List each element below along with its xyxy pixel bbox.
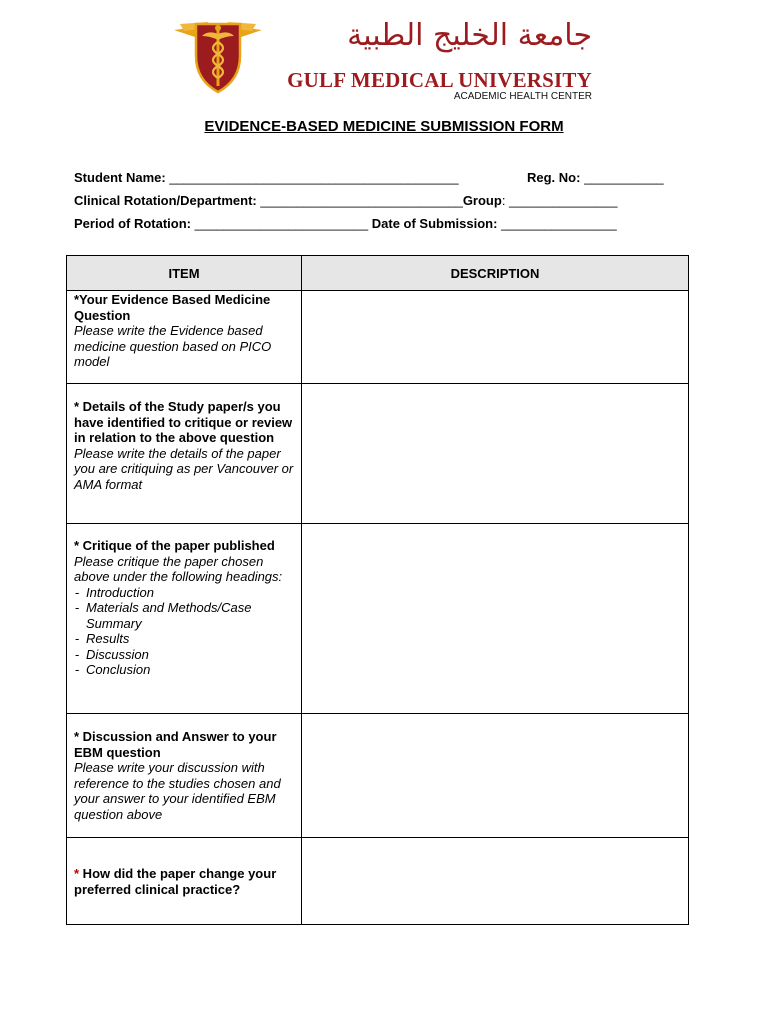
list-item: - Conclusion xyxy=(74,662,295,678)
date-field[interactable]: ________________ xyxy=(497,216,617,231)
table-row xyxy=(67,291,689,384)
description-input-cell[interactable] xyxy=(302,524,689,714)
group-label: Group xyxy=(462,193,502,208)
item-cell xyxy=(67,838,302,925)
item-question-text: How did the paper change your preferred clinical practice? xyxy=(74,866,277,897)
arabic-university-name: جامعة الخليج الطبية xyxy=(347,18,592,53)
item-question: * Critique of the paper published xyxy=(74,538,275,553)
university-crest-icon xyxy=(170,12,266,96)
reg-no-line xyxy=(527,170,664,186)
student-name-field[interactable]: ________________________________________ xyxy=(165,170,459,185)
description-input-cell[interactable] xyxy=(302,384,689,524)
item-instruction: Please critique the paper chosen above under the following headings: xyxy=(74,553,283,584)
period-field[interactable]: ________________________ xyxy=(191,216,369,231)
description-input-cell[interactable] xyxy=(302,714,689,838)
description-input-cell[interactable] xyxy=(302,838,689,925)
reg-no-field[interactable]: ___________ xyxy=(580,170,664,185)
student-name-label: Student Name: xyxy=(74,170,166,185)
item-cell xyxy=(67,714,302,838)
period-label: Period of Rotation: xyxy=(74,216,191,231)
table-row xyxy=(67,714,689,838)
column-header-description: DESCRIPTION xyxy=(302,256,689,291)
required-star: * xyxy=(74,866,80,881)
column-header-item: ITEM xyxy=(67,256,302,291)
rotation-line xyxy=(74,193,618,209)
item-question: * Details of the Study paper/s you have identified to critique or review in relation to the above question xyxy=(74,399,293,445)
student-name-line xyxy=(74,170,459,186)
item-cell xyxy=(67,291,302,384)
period-line xyxy=(74,216,617,232)
university-name: GULF MEDICAL UNIVERSITY xyxy=(287,68,592,92)
item-question: * Discussion and Answer to your EBM question xyxy=(74,729,277,760)
list-item: - Introduction xyxy=(74,585,295,601)
item-cell xyxy=(67,384,302,524)
list-item: - Results xyxy=(74,631,295,647)
item-instruction: Please write the Evidence based medicine question based on PICO model xyxy=(74,323,272,369)
list-item: - Discussion xyxy=(74,647,295,663)
date-label: Date of Submission: xyxy=(371,216,498,231)
rotation-label: Clinical Rotation/Department: xyxy=(74,193,257,208)
submission-table xyxy=(66,255,689,925)
university-subtitle: ACADEMIC HEALTH CENTER xyxy=(453,91,592,102)
critique-headings-list xyxy=(74,585,295,678)
university-logo xyxy=(170,10,600,100)
table-row xyxy=(67,384,689,524)
item-instruction: Please write the details of the paper you are critiquing as per Vancouver or AMA format xyxy=(74,445,294,492)
item-question xyxy=(74,866,295,897)
group-colon: : xyxy=(501,193,506,208)
item-cell xyxy=(67,524,302,714)
item-instruction: Please write your discussion with reference to the studies chosen and your answer to your identified EBM question above xyxy=(74,760,281,822)
rotation-field[interactable]: ____________________________ xyxy=(256,193,463,208)
group-field[interactable]: _______________ xyxy=(505,193,618,208)
reg-no-label: Reg. No: xyxy=(527,170,581,185)
table-header-row xyxy=(67,256,689,291)
list-item: - Materials and Methods/Case Summary xyxy=(74,600,295,631)
description-input-cell[interactable] xyxy=(302,291,689,384)
item-question: *Your Evidence Based Medicine Question xyxy=(74,292,271,323)
table-row xyxy=(67,838,689,925)
table-row xyxy=(67,524,689,714)
form-title: EVIDENCE-BASED MEDICINE SUBMISSION FORM xyxy=(204,118,564,135)
